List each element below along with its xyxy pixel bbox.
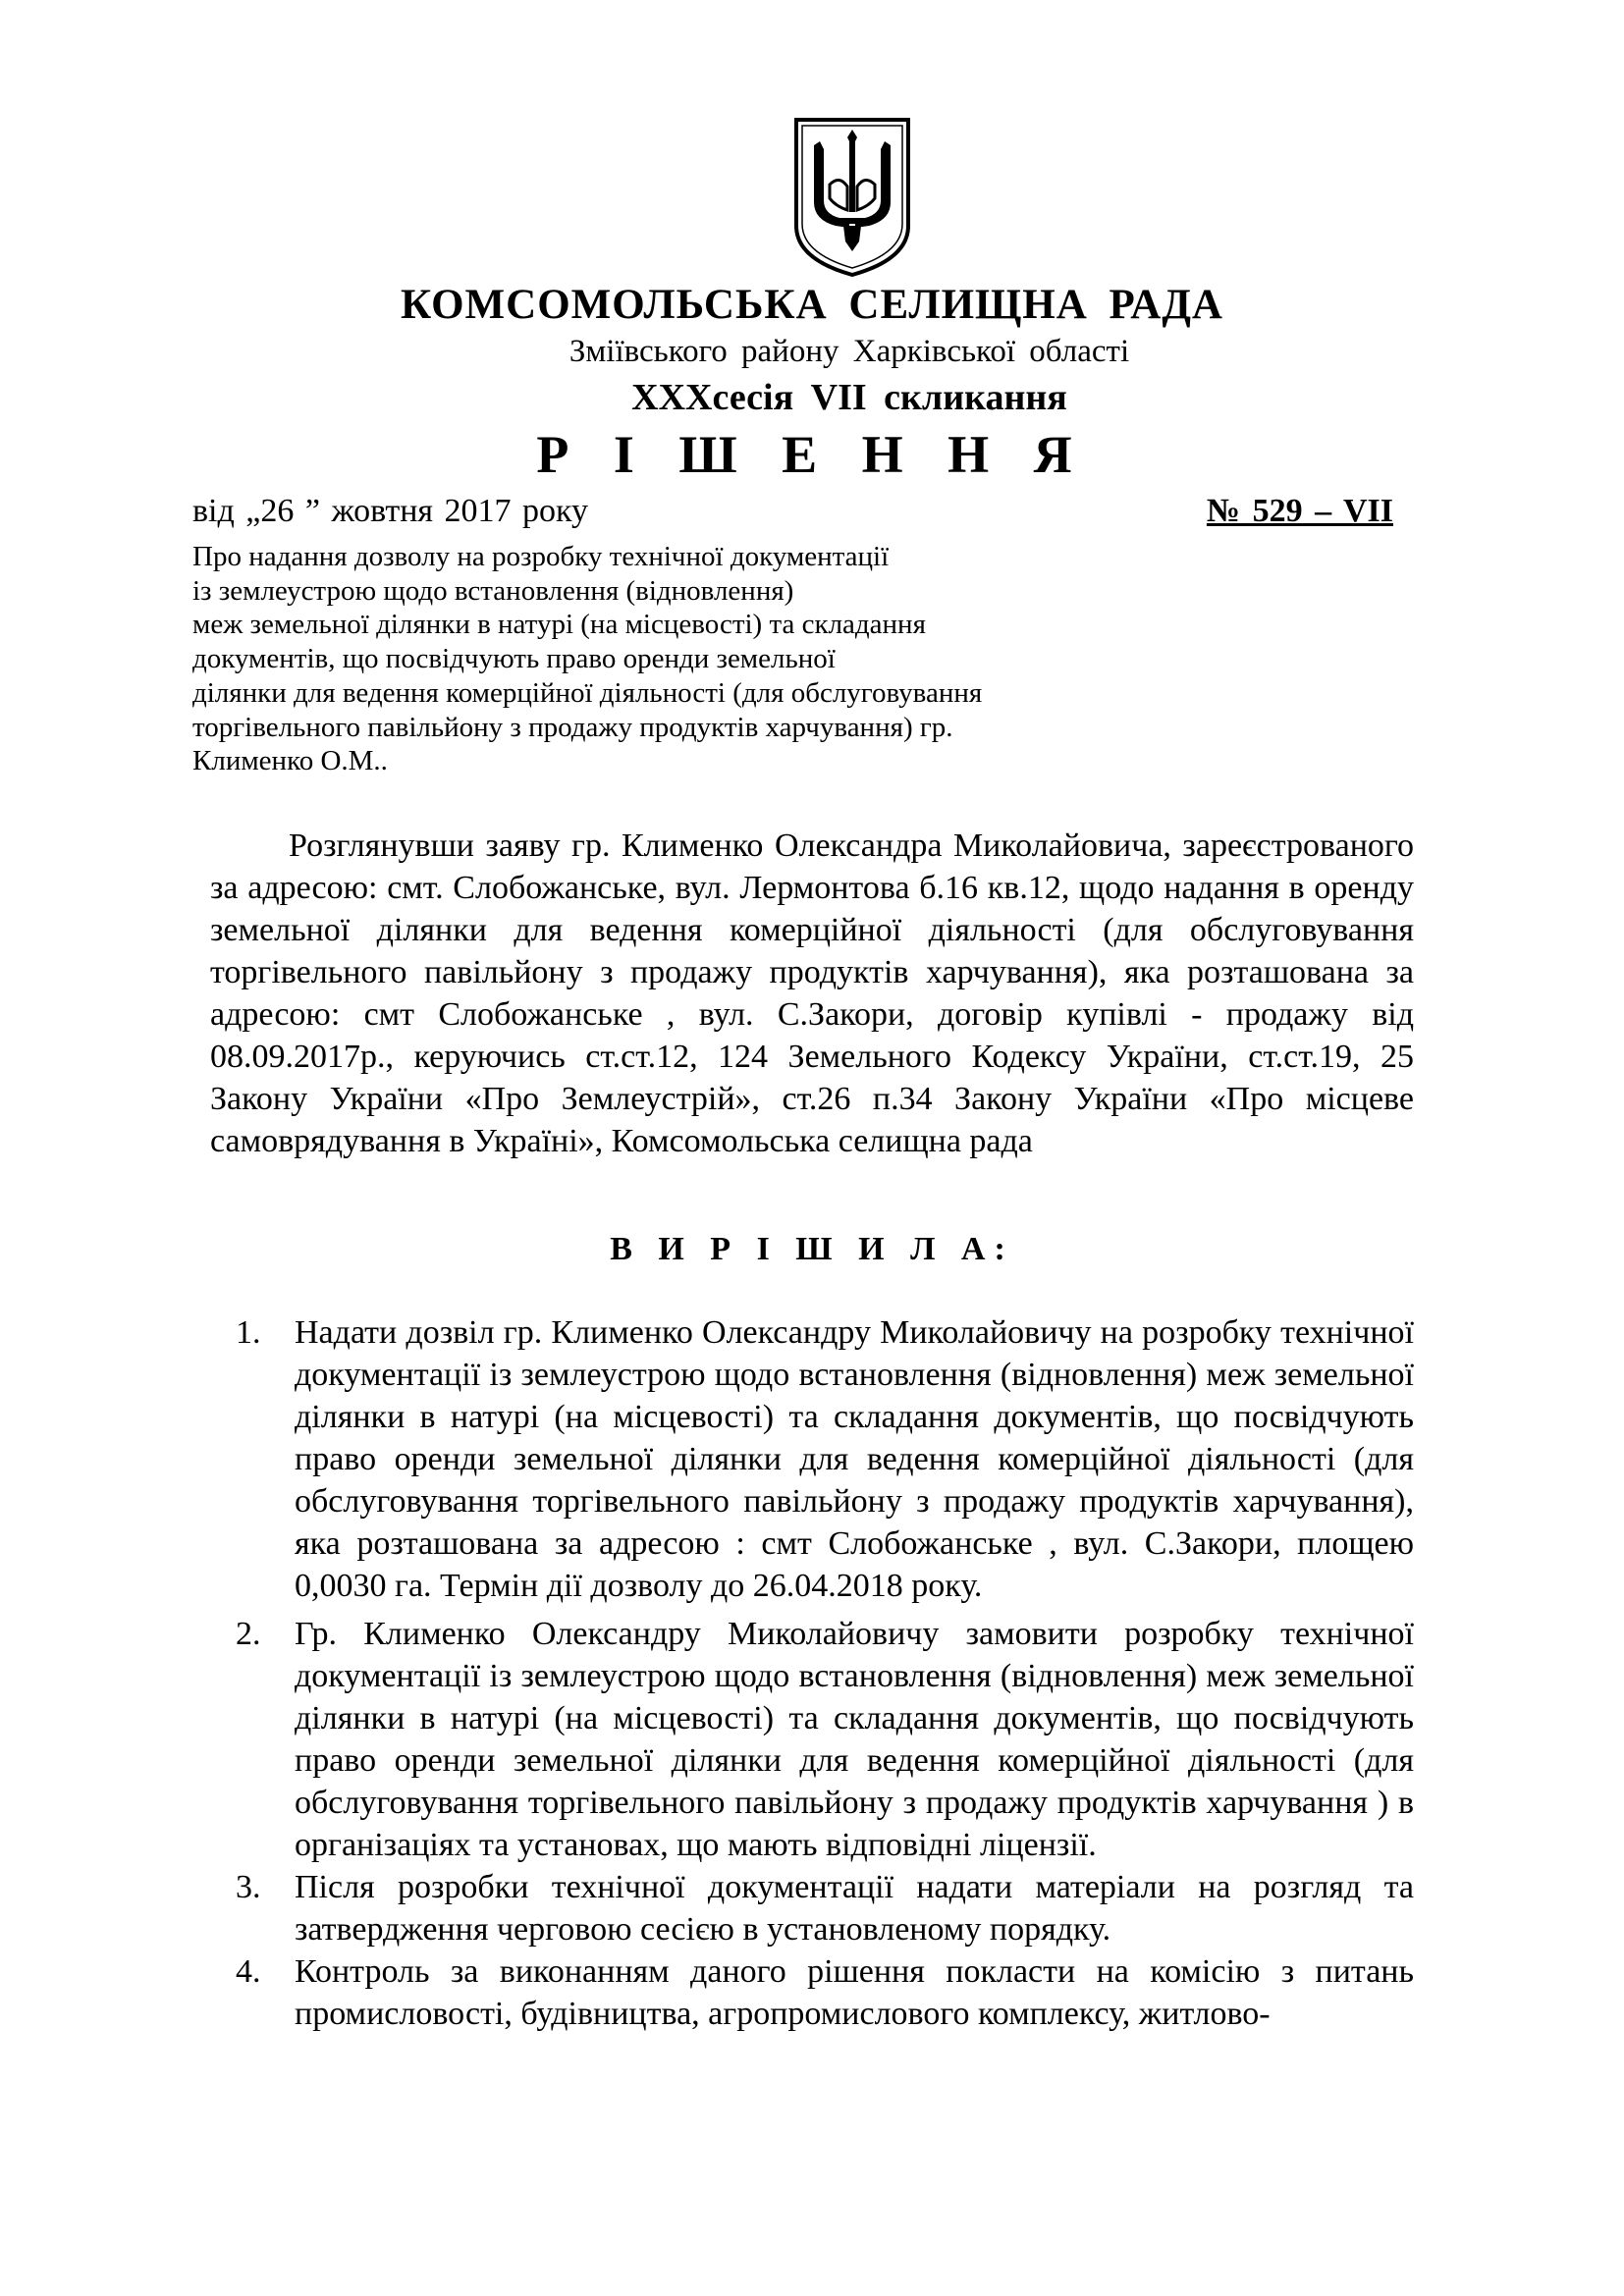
subject-line: меж земельної ділянки в натурі (на місцевості) та складання <box>192 609 926 641</box>
decision-item <box>236 1311 1414 1607</box>
subject-line: із землеустрою щодо встановлення (відновлення) <box>192 574 794 607</box>
preamble-text: Розглянувши заяву гр. Клименко Олександра Миколайовича, зареєстрованого за адресою: смт. Слобожанське, вул. Лермонтова б.16 кв.12, щодо надання в оренду земельної ділянки для ведення комерційної діяльності (для обслуговування торгівельного павільйону з продажу продуктів харчування), яка розташована за адресою: смт Слобожанське , вул. С.Закори, договір купівлі - продажу від 08.09.2017р., керуючись ст.ст.12, 124 Земельного Кодексу України, ст.ст.19, 25 Закону України «Про Землеустрій», ст.26 п.34 Закону України «Про місцеве самоврядування в Україні», Комсомольська селищна рада <box>210 828 1414 1159</box>
decision-list <box>236 1311 1414 2035</box>
decision-item-number: 4. <box>236 1953 261 1990</box>
decision-item-number: 3. <box>236 1869 261 1905</box>
decision-item-number: 1. <box>236 1314 261 1351</box>
subject-line: документів, що посвідчують право оренди земельної <box>192 643 836 675</box>
decision-number: № 529 – VII <box>1206 493 1393 529</box>
decision-item <box>236 1950 1414 2035</box>
decision-subject <box>192 540 1174 778</box>
decision-item-text: Гр. Клименко Олександру Миколайовичу замовити розробку технічної документації із землеустрою щодо встановлення (відновлення) меж земельної ділянки в натурі (на місцевості) та складання документів, що посвідчують право оренди земельної ділянки для ведення комерційної діяльності (для обслуговування торгівельного павільйону з продажу продуктів харчування ) в організаціях та установах, що мають відповідні ліцензії. <box>295 1616 1414 1863</box>
organization-title: КОМСОМОЛЬСЬКА СЕЛИЩНА РАДА <box>401 282 1223 328</box>
decision-item <box>236 1613 1414 1866</box>
subject-line: торгівельного павільйону з продажу продуктів харчування) гр. <box>192 711 953 743</box>
document-kind-heading: Р І Ш Е Н Н Я <box>536 425 1088 484</box>
session-line: XXXсесія VII скликання <box>631 377 1067 418</box>
subject-line: Клименко О.М.. <box>192 745 388 777</box>
subject-line: ділянки для ведення комерційної діяльності (для обслуговування <box>192 676 983 709</box>
resolve-heading: В И Р І Ш И Л А: <box>610 1231 1014 1267</box>
decision-item <box>236 1866 1414 1950</box>
decision-date: від „26 ” жовтня 2017 року <box>192 493 589 529</box>
decision-item-text: Після розробки технічної документації надати матеріали на розгляд та затвердження черговою сесією в установленому порядку. <box>295 1869 1414 1948</box>
decision-item-text: Надати дозвіл гр. Клименко Олександру Миколайовичу на розробку технічної документації із землеустрою щодо встановлення (відновлення) меж земельної ділянки в натурі (на місцевості) та складання документів, що посвідчують право оренди земельної ділянки для ведення комерційної діяльності (для обслуговування торгівельного павільйону з продажу продуктів харчування), яка розташована за адресою : смт Слобожанське , вул. С.Закори, площею 0,0030 га. Термін дії дозволу до 26.04.2018 року. <box>295 1314 1414 1604</box>
preamble-paragraph <box>210 825 1414 1162</box>
trident-emblem-icon <box>790 116 914 277</box>
subject-line: Про надання дозволу на розробку технічної документації <box>192 541 890 572</box>
decision-item-text: Контроль за виконанням даного рішення покласти на комісію з питань промисловості, будівництва, агропромислового комплексу, житлово- <box>295 1953 1414 2032</box>
decision-item-number: 2. <box>236 1616 261 1652</box>
organization-subtitle: Зміївського району Харківської області <box>568 334 1130 369</box>
